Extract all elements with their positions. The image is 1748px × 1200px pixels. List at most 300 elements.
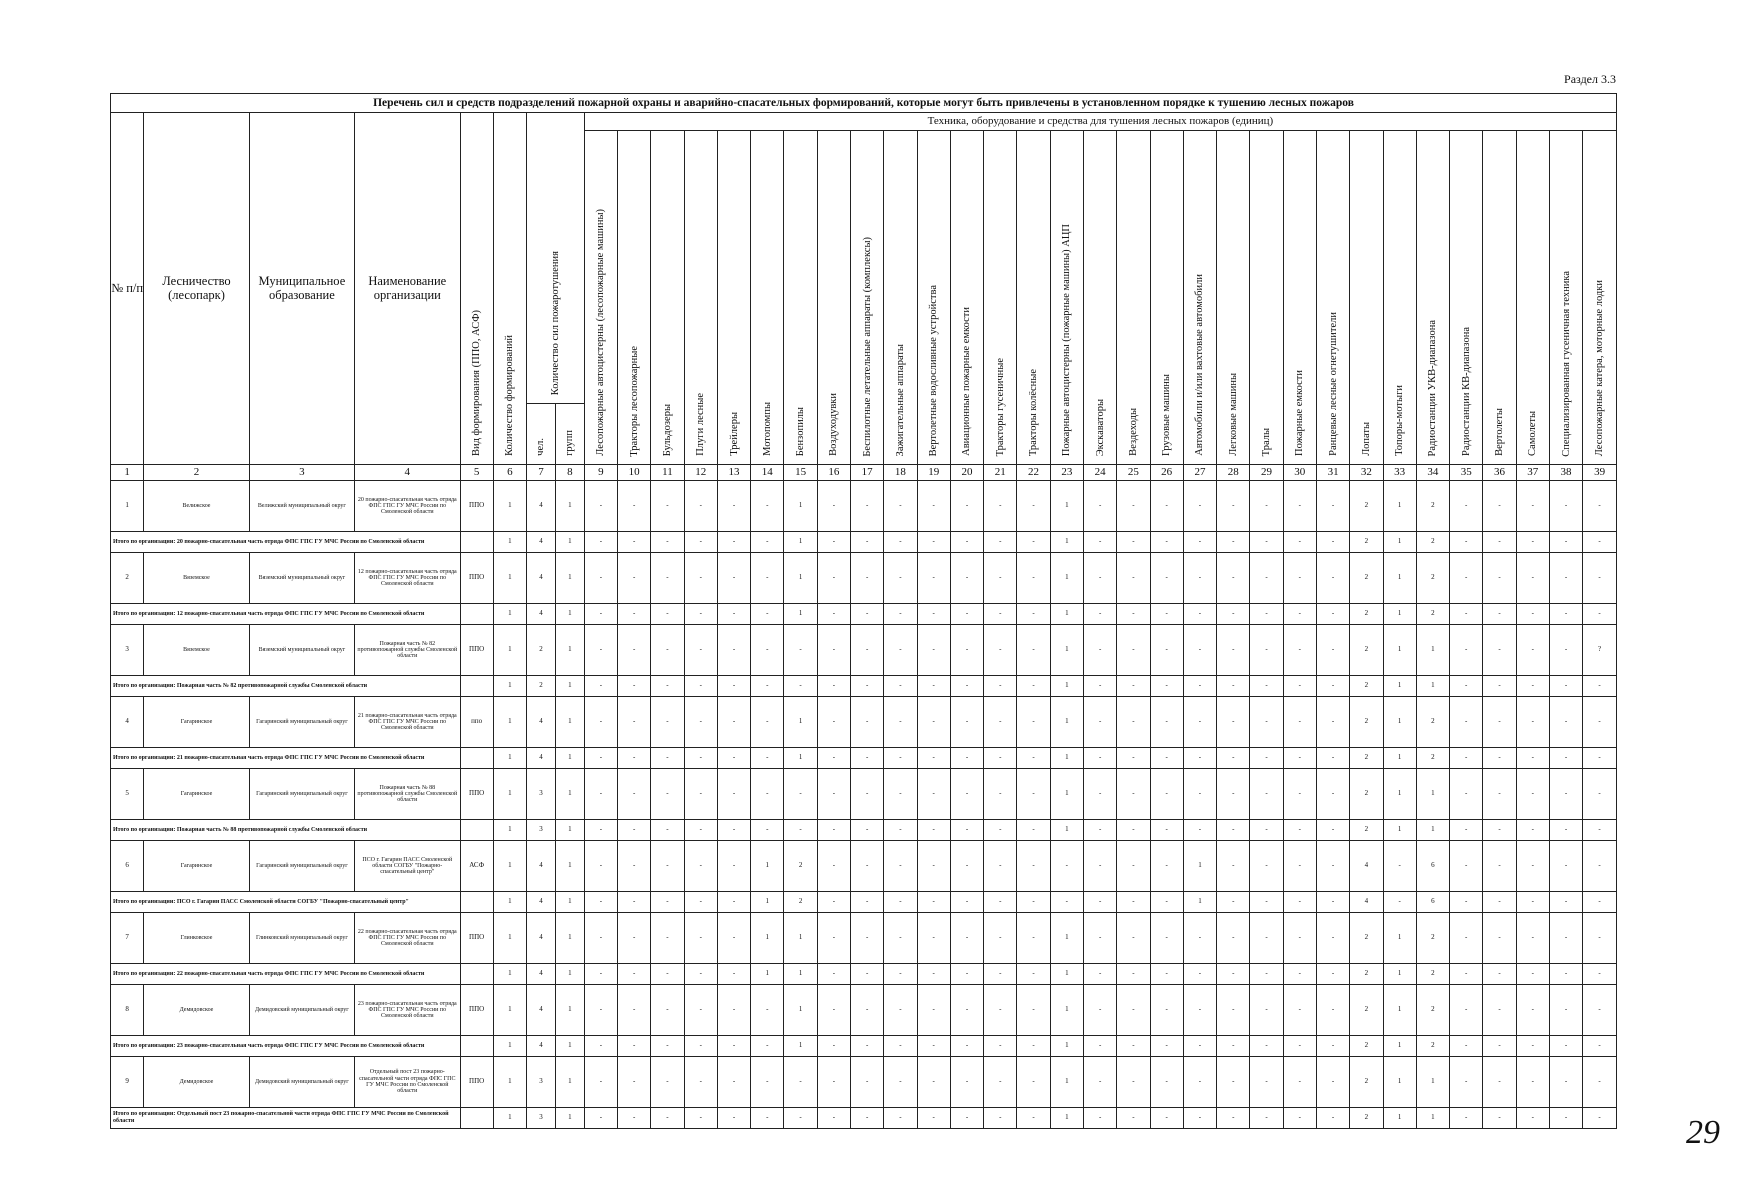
total-value: - bbox=[1516, 1036, 1549, 1057]
row-value: - bbox=[684, 1057, 717, 1108]
total-value: - bbox=[984, 748, 1017, 769]
total-value: - bbox=[851, 676, 884, 697]
total-type-empty bbox=[460, 964, 493, 985]
row-value: 1 bbox=[1383, 1057, 1416, 1108]
row-value: - bbox=[984, 841, 1017, 892]
total-row bbox=[111, 820, 1617, 841]
total-value: - bbox=[817, 820, 850, 841]
total-value: - bbox=[1017, 604, 1050, 625]
col-header-num: № п/п bbox=[111, 113, 144, 465]
row-value: - bbox=[1283, 985, 1316, 1036]
total-value: - bbox=[751, 820, 784, 841]
total-people: 4 bbox=[527, 964, 556, 985]
column-number: 9 bbox=[584, 465, 617, 481]
col-header-equipment: Тракторы гусеничные bbox=[984, 131, 1017, 465]
total-value: - bbox=[584, 820, 617, 841]
total-value: - bbox=[851, 532, 884, 553]
page-number: 29 bbox=[1686, 1114, 1720, 1151]
row-organization: Отдельный пост 23 пожарно-спасательной части отряда ФПС ГПС ГУ МЧС России по Смоленской области bbox=[355, 1057, 460, 1108]
total-value: - bbox=[1549, 748, 1582, 769]
total-value: - bbox=[1483, 1036, 1516, 1057]
total-value: - bbox=[784, 676, 817, 697]
row-formation-type: ППО bbox=[460, 625, 493, 676]
total-value: - bbox=[684, 676, 717, 697]
row-value: 1 bbox=[1383, 481, 1416, 532]
column-number: 19 bbox=[917, 465, 950, 481]
total-value: - bbox=[1316, 820, 1349, 841]
row-value: - bbox=[1483, 769, 1516, 820]
row-value: - bbox=[1549, 625, 1582, 676]
row-value: - bbox=[1217, 841, 1250, 892]
total-value: - bbox=[1316, 1108, 1349, 1129]
row-value: - bbox=[884, 841, 917, 892]
row-value: - bbox=[618, 1057, 651, 1108]
total-value: - bbox=[1150, 748, 1183, 769]
row-value: 1 bbox=[1383, 553, 1416, 604]
row-value: 1 bbox=[1183, 841, 1216, 892]
column-number: 5 bbox=[460, 465, 493, 481]
row-organization: ПСО г. Гагарин ПАСС Смоленской области СОГБУ "Пожарно-спасательный центр" bbox=[355, 841, 460, 892]
row-value: - bbox=[651, 769, 684, 820]
row-value: - bbox=[1250, 769, 1283, 820]
row-value: - bbox=[1583, 985, 1617, 1036]
total-value: - bbox=[717, 820, 750, 841]
col-header-equipment: Ранцевые лесные огнетушители bbox=[1316, 131, 1349, 465]
row-value: - bbox=[817, 841, 850, 892]
row-groups: 1 bbox=[555, 841, 584, 892]
row-value: - bbox=[1316, 841, 1349, 892]
total-value: 4 bbox=[1350, 892, 1383, 913]
column-number: 10 bbox=[618, 465, 651, 481]
row-value: - bbox=[1017, 481, 1050, 532]
total-value: - bbox=[684, 1108, 717, 1129]
total-value: - bbox=[1017, 676, 1050, 697]
total-row bbox=[111, 1108, 1617, 1129]
row-value: - bbox=[584, 841, 617, 892]
row-value: - bbox=[884, 553, 917, 604]
col-header-equipment: Пожарные емкости bbox=[1283, 131, 1316, 465]
row-value: - bbox=[1483, 625, 1516, 676]
row-value: - bbox=[751, 625, 784, 676]
total-value: - bbox=[1017, 748, 1050, 769]
row-value: - bbox=[884, 625, 917, 676]
col-header-equipment: Специализированная гусеничная техника bbox=[1549, 131, 1582, 465]
total-value: - bbox=[1217, 676, 1250, 697]
row-value: - bbox=[1150, 985, 1183, 1036]
total-value: - bbox=[651, 820, 684, 841]
total-value: - bbox=[1183, 604, 1216, 625]
total-value: - bbox=[651, 604, 684, 625]
row-value: - bbox=[917, 841, 950, 892]
total-value: - bbox=[917, 892, 950, 913]
total-value: - bbox=[584, 676, 617, 697]
row-value: - bbox=[717, 841, 750, 892]
total-value: - bbox=[618, 964, 651, 985]
row-value: - bbox=[851, 769, 884, 820]
total-value: - bbox=[584, 1036, 617, 1057]
row-value: 2 bbox=[1350, 913, 1383, 964]
row-people: 3 bbox=[527, 769, 556, 820]
column-number: 28 bbox=[1217, 465, 1250, 481]
total-type-empty bbox=[460, 1036, 493, 1057]
row-value: 2 bbox=[1350, 697, 1383, 748]
column-number: 34 bbox=[1416, 465, 1449, 481]
row-value: - bbox=[584, 553, 617, 604]
row-value: 1 bbox=[1050, 913, 1083, 964]
row-value: - bbox=[1450, 769, 1483, 820]
total-value: - bbox=[1450, 820, 1483, 841]
row-value: - bbox=[884, 769, 917, 820]
total-people: 3 bbox=[527, 820, 556, 841]
total-value: - bbox=[1217, 820, 1250, 841]
total-value: - bbox=[851, 892, 884, 913]
total-value: - bbox=[1117, 532, 1150, 553]
total-value: - bbox=[751, 1036, 784, 1057]
row-value: - bbox=[1250, 697, 1283, 748]
total-value: 2 bbox=[1350, 820, 1383, 841]
row-value: - bbox=[1250, 913, 1283, 964]
total-value: - bbox=[751, 604, 784, 625]
row-people: 3 bbox=[527, 1057, 556, 1108]
total-value: - bbox=[1549, 892, 1582, 913]
total-value: - bbox=[1117, 820, 1150, 841]
total-value: - bbox=[1017, 820, 1050, 841]
row-forestry: Гагаринское bbox=[144, 769, 249, 820]
row-formation-type: ППО bbox=[460, 769, 493, 820]
row-forestry: Глинковское bbox=[144, 913, 249, 964]
row-value: ? bbox=[1583, 625, 1617, 676]
row-organization: 20 пожарно-спасательная часть отряда ФПС ГПС ГУ МЧС России по Смоленской области bbox=[355, 481, 460, 532]
total-value: 2 bbox=[1350, 964, 1383, 985]
col-header-equipment: Пожарные автоцистерны (пожарные машины) АЦП bbox=[1050, 131, 1083, 465]
total-value: - bbox=[1250, 820, 1283, 841]
total-value: - bbox=[984, 532, 1017, 553]
row-value: - bbox=[1183, 553, 1216, 604]
row-value: - bbox=[1083, 985, 1116, 1036]
row-value: - bbox=[917, 697, 950, 748]
total-value: - bbox=[1250, 964, 1283, 985]
row-value: - bbox=[1183, 985, 1216, 1036]
column-number: 29 bbox=[1250, 465, 1283, 481]
row-value: - bbox=[717, 553, 750, 604]
total-value: - bbox=[684, 532, 717, 553]
total-value: - bbox=[1183, 820, 1216, 841]
total-value: 2 bbox=[1416, 1036, 1449, 1057]
total-value: 2 bbox=[1350, 1108, 1383, 1129]
total-value: - bbox=[1083, 1036, 1116, 1057]
row-municipality: Демидовский муниципальный округ bbox=[249, 985, 354, 1036]
row-value: - bbox=[1283, 1057, 1316, 1108]
total-groups: 1 bbox=[555, 1108, 584, 1129]
row-value: - bbox=[751, 985, 784, 1036]
total-value: - bbox=[1516, 676, 1549, 697]
total-people: 4 bbox=[527, 604, 556, 625]
row-value: 2 bbox=[1416, 553, 1449, 604]
table-row bbox=[111, 481, 1617, 532]
row-value: - bbox=[684, 697, 717, 748]
col-header-equipment: Плуги лесные bbox=[684, 131, 717, 465]
total-value: 2 bbox=[1350, 532, 1383, 553]
row-value: 1 bbox=[1416, 625, 1449, 676]
row-value: 1 bbox=[1383, 985, 1416, 1036]
row-value: - bbox=[584, 985, 617, 1036]
row-forestry: Демидовское bbox=[144, 985, 249, 1036]
total-value: - bbox=[1549, 604, 1582, 625]
total-value: - bbox=[851, 1108, 884, 1129]
row-value: - bbox=[1283, 625, 1316, 676]
total-value: - bbox=[950, 532, 983, 553]
forces-table bbox=[110, 93, 1617, 1129]
total-row bbox=[111, 748, 1617, 769]
row-value: - bbox=[1250, 985, 1283, 1036]
total-value: - bbox=[950, 1036, 983, 1057]
row-value: - bbox=[751, 1057, 784, 1108]
row-value: - bbox=[1450, 697, 1483, 748]
row-municipality: Вяземский муниципальный округ bbox=[249, 553, 354, 604]
total-value: - bbox=[618, 748, 651, 769]
row-value: - bbox=[1516, 481, 1549, 532]
total-value: - bbox=[651, 676, 684, 697]
row-value: - bbox=[851, 985, 884, 1036]
total-value: - bbox=[984, 964, 1017, 985]
table-row bbox=[111, 625, 1617, 676]
total-value: - bbox=[751, 748, 784, 769]
row-value: 6 bbox=[1416, 841, 1449, 892]
row-people: 4 bbox=[527, 841, 556, 892]
column-number: 2 bbox=[144, 465, 249, 481]
row-value: - bbox=[950, 841, 983, 892]
total-value: - bbox=[917, 820, 950, 841]
total-value: - bbox=[1150, 892, 1183, 913]
total-value: - bbox=[1217, 964, 1250, 985]
row-value: 1 bbox=[784, 481, 817, 532]
row-municipality: Гагаринский муниципальный округ bbox=[249, 841, 354, 892]
row-value: 1 bbox=[1416, 769, 1449, 820]
row-municipality: Глинковский муниципальный округ bbox=[249, 913, 354, 964]
col-header-equipment: Лесопожарные автоцистерны (лесопожарные машины) bbox=[584, 131, 617, 465]
row-groups: 1 bbox=[555, 625, 584, 676]
total-formations: 1 bbox=[493, 1108, 526, 1129]
total-value: - bbox=[1183, 748, 1216, 769]
total-groups: 1 bbox=[555, 1036, 584, 1057]
table-row bbox=[111, 985, 1617, 1036]
col-header-formations-count: Количество формирований bbox=[493, 113, 526, 465]
row-value: 2 bbox=[1416, 985, 1449, 1036]
total-value: - bbox=[1549, 820, 1582, 841]
col-header-equipment: Бензопилы bbox=[784, 131, 817, 465]
total-value: - bbox=[1250, 1036, 1283, 1057]
row-value: - bbox=[784, 625, 817, 676]
row-value: - bbox=[851, 697, 884, 748]
total-value: - bbox=[584, 1108, 617, 1129]
column-number: 7 bbox=[527, 465, 556, 481]
row-value: - bbox=[684, 769, 717, 820]
row-num: 7 bbox=[111, 913, 144, 964]
total-value: - bbox=[584, 532, 617, 553]
total-value: 1 bbox=[751, 892, 784, 913]
row-value: - bbox=[1150, 625, 1183, 676]
total-value: - bbox=[1483, 748, 1516, 769]
row-value: - bbox=[1583, 553, 1617, 604]
row-people: 4 bbox=[527, 985, 556, 1036]
table-row bbox=[111, 553, 1617, 604]
row-value: 2 bbox=[1416, 697, 1449, 748]
row-value: - bbox=[884, 1057, 917, 1108]
row-value: - bbox=[1083, 625, 1116, 676]
row-value: 1 bbox=[1383, 697, 1416, 748]
row-value: - bbox=[651, 913, 684, 964]
total-value: - bbox=[651, 1108, 684, 1129]
col-header-equipment: Беспилотные летательные аппараты (комплексы) bbox=[851, 131, 884, 465]
row-value: - bbox=[1083, 913, 1116, 964]
row-value: - bbox=[1549, 985, 1582, 1036]
row-value: - bbox=[1450, 625, 1483, 676]
column-number: 24 bbox=[1083, 465, 1116, 481]
column-number: 12 bbox=[684, 465, 717, 481]
total-value: - bbox=[684, 604, 717, 625]
total-value: - bbox=[1083, 676, 1116, 697]
total-row bbox=[111, 604, 1617, 625]
row-value: - bbox=[651, 841, 684, 892]
total-value: - bbox=[717, 748, 750, 769]
total-value: - bbox=[1283, 748, 1316, 769]
total-value: - bbox=[1183, 1108, 1216, 1129]
total-row bbox=[111, 964, 1617, 985]
row-value: - bbox=[651, 697, 684, 748]
total-value: - bbox=[1516, 604, 1549, 625]
row-value: - bbox=[618, 481, 651, 532]
total-people: 4 bbox=[527, 892, 556, 913]
total-groups: 1 bbox=[555, 892, 584, 913]
row-value: - bbox=[1583, 769, 1617, 820]
total-value: - bbox=[1017, 532, 1050, 553]
total-value: - bbox=[784, 1108, 817, 1129]
row-value: - bbox=[1450, 841, 1483, 892]
row-value: - bbox=[584, 1057, 617, 1108]
row-value: - bbox=[917, 481, 950, 532]
row-value: - bbox=[1450, 913, 1483, 964]
total-value: - bbox=[1150, 532, 1183, 553]
row-value: - bbox=[1083, 841, 1116, 892]
row-value: - bbox=[1316, 985, 1349, 1036]
row-value: - bbox=[618, 769, 651, 820]
row-value: - bbox=[1117, 1057, 1150, 1108]
row-organization: 23 пожарно-спасательная часть отряда ФПС ГПС ГУ МЧС России по Смоленской области bbox=[355, 985, 460, 1036]
row-value: - bbox=[984, 913, 1017, 964]
row-value: - bbox=[917, 985, 950, 1036]
total-type-empty bbox=[460, 820, 493, 841]
row-value: - bbox=[1516, 625, 1549, 676]
total-value: 2 bbox=[1416, 604, 1449, 625]
total-value: - bbox=[984, 892, 1017, 913]
total-value: - bbox=[950, 748, 983, 769]
row-value: - bbox=[651, 625, 684, 676]
row-value: - bbox=[1583, 697, 1617, 748]
row-value: - bbox=[1117, 913, 1150, 964]
row-value: - bbox=[1383, 841, 1416, 892]
row-value: 1 bbox=[1050, 481, 1083, 532]
total-value: 1 bbox=[1383, 1108, 1416, 1129]
row-value: - bbox=[1017, 841, 1050, 892]
total-value: - bbox=[1083, 748, 1116, 769]
total-value: - bbox=[584, 604, 617, 625]
row-value: - bbox=[1250, 481, 1283, 532]
total-value: - bbox=[1250, 892, 1283, 913]
total-value: - bbox=[984, 676, 1017, 697]
row-value: - bbox=[1217, 553, 1250, 604]
column-number: 21 bbox=[984, 465, 1017, 481]
row-value: - bbox=[1450, 985, 1483, 1036]
total-value: - bbox=[1583, 748, 1617, 769]
row-value: - bbox=[1183, 769, 1216, 820]
row-value: - bbox=[917, 769, 950, 820]
total-value: - bbox=[1217, 748, 1250, 769]
total-label: Итого по организации: ПСО г. Гагарин ПАСС Смоленской области СОГБУ "Пожарно-спасательный центр" bbox=[111, 892, 461, 913]
total-value: - bbox=[717, 676, 750, 697]
total-label: Итого по организации: Пожарная часть № 82 противопожарной службы Смоленской области bbox=[111, 676, 461, 697]
col-header-organization: Наименование организации bbox=[355, 113, 460, 465]
row-groups: 1 bbox=[555, 769, 584, 820]
row-value: 2 bbox=[1350, 481, 1383, 532]
row-value: 2 bbox=[1350, 985, 1383, 1036]
row-value: - bbox=[1017, 769, 1050, 820]
total-value: 2 bbox=[1416, 748, 1449, 769]
row-value: - bbox=[1283, 841, 1316, 892]
row-value: - bbox=[717, 985, 750, 1036]
row-value: - bbox=[1150, 841, 1183, 892]
total-value: - bbox=[1250, 748, 1283, 769]
total-value: - bbox=[950, 820, 983, 841]
col-header-equipment: Авиационные пожарные емкости bbox=[950, 131, 983, 465]
row-value: 1 bbox=[784, 985, 817, 1036]
row-organization: 12 пожарно-спасательная часть отряда ФПС ГПС ГУ МЧС России по Смоленской области bbox=[355, 553, 460, 604]
row-value: - bbox=[1117, 841, 1150, 892]
col-header-equipment: Лопаты bbox=[1350, 131, 1383, 465]
row-value: - bbox=[950, 697, 983, 748]
total-value: - bbox=[1283, 892, 1316, 913]
row-value: - bbox=[1150, 481, 1183, 532]
total-formations: 1 bbox=[493, 676, 526, 697]
row-value: - bbox=[1217, 697, 1250, 748]
row-value: - bbox=[1583, 913, 1617, 964]
total-value: 1 bbox=[1383, 748, 1416, 769]
total-value: - bbox=[1316, 1036, 1349, 1057]
row-value: - bbox=[1117, 769, 1150, 820]
col-header-equipment: Мотопомпы bbox=[751, 131, 784, 465]
row-formation-type: ППО bbox=[460, 1057, 493, 1108]
row-formation-type: ППО bbox=[460, 913, 493, 964]
total-value: - bbox=[1117, 748, 1150, 769]
total-value: - bbox=[950, 1108, 983, 1129]
row-num: 6 bbox=[111, 841, 144, 892]
total-value: - bbox=[1083, 1108, 1116, 1129]
row-value: - bbox=[1217, 985, 1250, 1036]
total-value: - bbox=[1549, 964, 1582, 985]
row-value: - bbox=[684, 481, 717, 532]
row-value: - bbox=[651, 553, 684, 604]
row-value: - bbox=[717, 769, 750, 820]
total-value: - bbox=[851, 964, 884, 985]
total-value: - bbox=[884, 1036, 917, 1057]
column-number: 30 bbox=[1283, 465, 1316, 481]
total-value: - bbox=[751, 676, 784, 697]
row-value: - bbox=[917, 1057, 950, 1108]
row-organization: Пожарная часть № 88 противопожарной службы Смоленской области bbox=[355, 769, 460, 820]
total-value: - bbox=[984, 1108, 1017, 1129]
total-value: - bbox=[1516, 892, 1549, 913]
total-value: - bbox=[884, 892, 917, 913]
total-value: - bbox=[1083, 892, 1116, 913]
